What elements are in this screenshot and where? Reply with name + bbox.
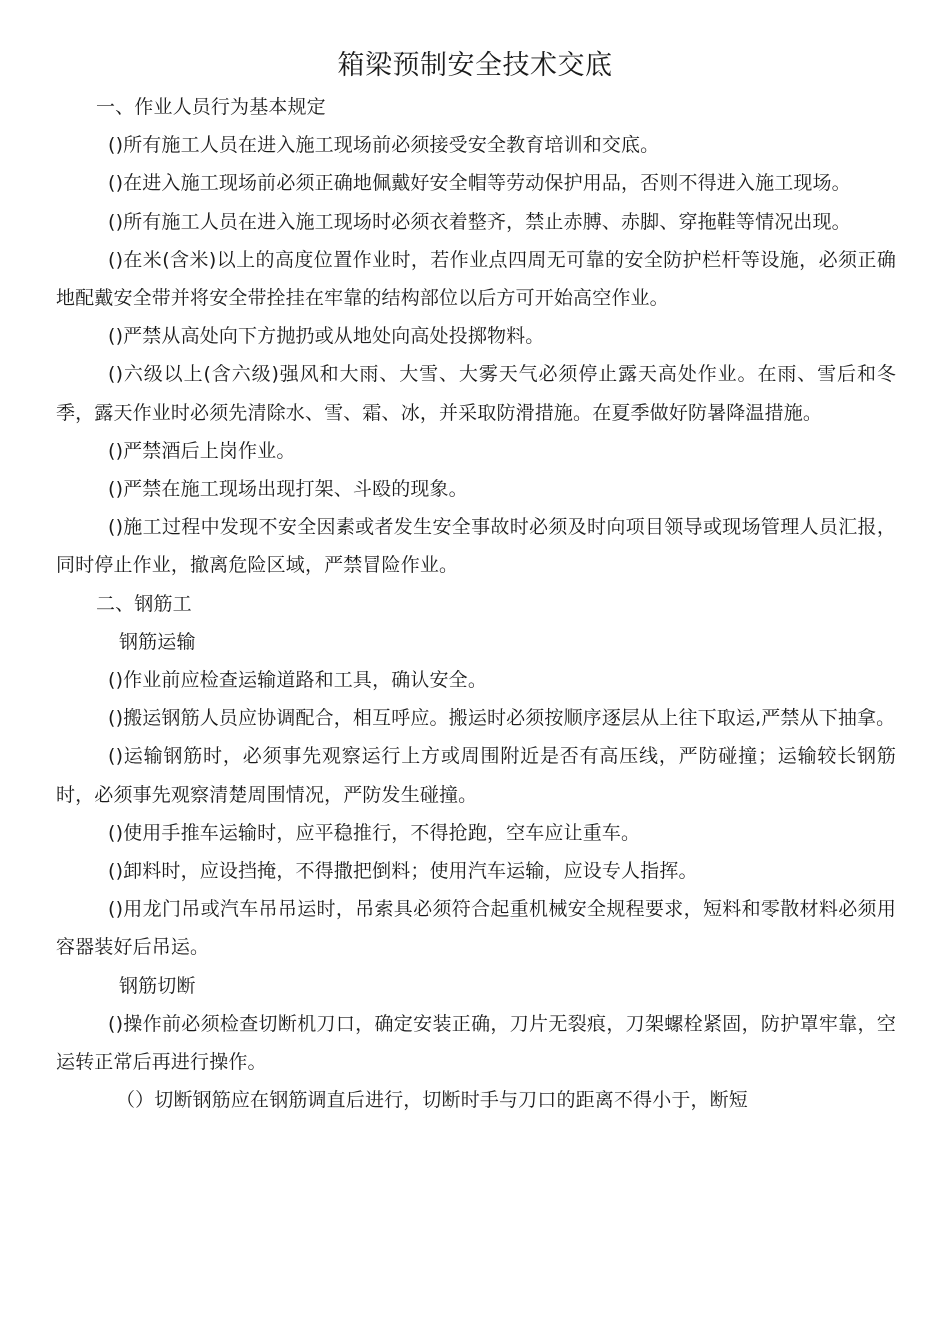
paragraph: （）切断钢筋应在钢筋调直后进行，切断时手与刀口的距离不得小于，断短 <box>116 1089 748 1112</box>
paragraph: ()用龙门吊或汽车吊吊运时，吊索具必须符合起重机械安全规程要求，短料和零散材料必须用容器装好后吊运。 <box>56 898 896 959</box>
paragraph: ()在米(含米)以上的高度位置作业时，若作业点四周无可靠的安全防护栏杆等设施，必须正确地配戴安全带并将安全带拴挂在牢靠的结构部位以后方可开始高空作业。 <box>56 248 896 310</box>
paragraph: ()严禁从高处向下方抛扔或从地处向高处投掷物料。 <box>108 325 545 348</box>
paragraph: ()所有施工人员在进入施工现场时必须衣着整齐，禁止赤膊、赤脚、穿拖鞋等情况出现。 <box>108 210 851 233</box>
paragraph: ()搬运钢筋人员应协调配合，相互呼应。搬运时必须按顺序逐层从上往下取运,严禁从下抽拿。 <box>108 707 896 730</box>
paragraph: ()所有施工人员在进入施工现场前必须接受安全教育培训和交底。 <box>108 134 660 157</box>
section-heading-rebar-worker: 二、钢筋工 <box>96 592 192 615</box>
paragraph: ()卸料时，应设挡掩，不得撒把倒料；使用汽车运输，应设专人指挥。 <box>108 860 698 883</box>
document-title: 箱梁预制安全技术交底 <box>337 50 613 81</box>
subsection-heading-rebar-cutting: 钢筋切断 <box>119 974 196 997</box>
paragraph: ()运输钢筋时，必须事先观察运行上方或周围附近是否有高压线，严防碰撞；运输较长钢筋时，必须事先观察清楚周围情况，严防发生碰撞。 <box>56 745 896 806</box>
section-heading-behavior: 一、作业人员行为基本规定 <box>96 96 326 118</box>
paragraph: ()操作前必须检查切断机刀口，确定安装正确，刀片无裂痕，刀架螺栓紧固，防护罩牢靠，空运转正常后再进行操作。 <box>56 1012 896 1074</box>
paragraph: ()在进入施工现场前必须正确地佩戴好安全帽等劳动保护用品，否则不得进入施工现场。 <box>108 172 851 195</box>
paragraph: ()六级以上(含六级)强风和大雨、大雪、大雾天气必须停止露天高处作业。在雨、雪后和冬季，露天作业时必须先清除水、雪、霜、冰，并采取防滑措施。在夏季做好防暑降温措施。 <box>56 363 896 424</box>
paragraph: ()严禁在施工现场出现打架、斗殴的现象。 <box>108 478 468 501</box>
paragraph: ()严禁酒后上岗作业。 <box>108 439 296 462</box>
document-body <box>56 88 896 1119</box>
paragraph: ()作业前应检查运输道路和工具，确认安全。 <box>108 669 487 692</box>
subsection-heading-rebar-transport: 钢筋运输 <box>119 630 196 653</box>
paragraph: ()施工过程中发现不安全因素或者发生安全事故时必须及时向项目领导或现场管理人员汇报，同时停止作业，撤离危险区域，严禁冒险作业。 <box>56 516 896 577</box>
paragraph: ()使用手推车运输时，应平稳推行，不得抢跑，空车应让重车。 <box>108 821 641 844</box>
